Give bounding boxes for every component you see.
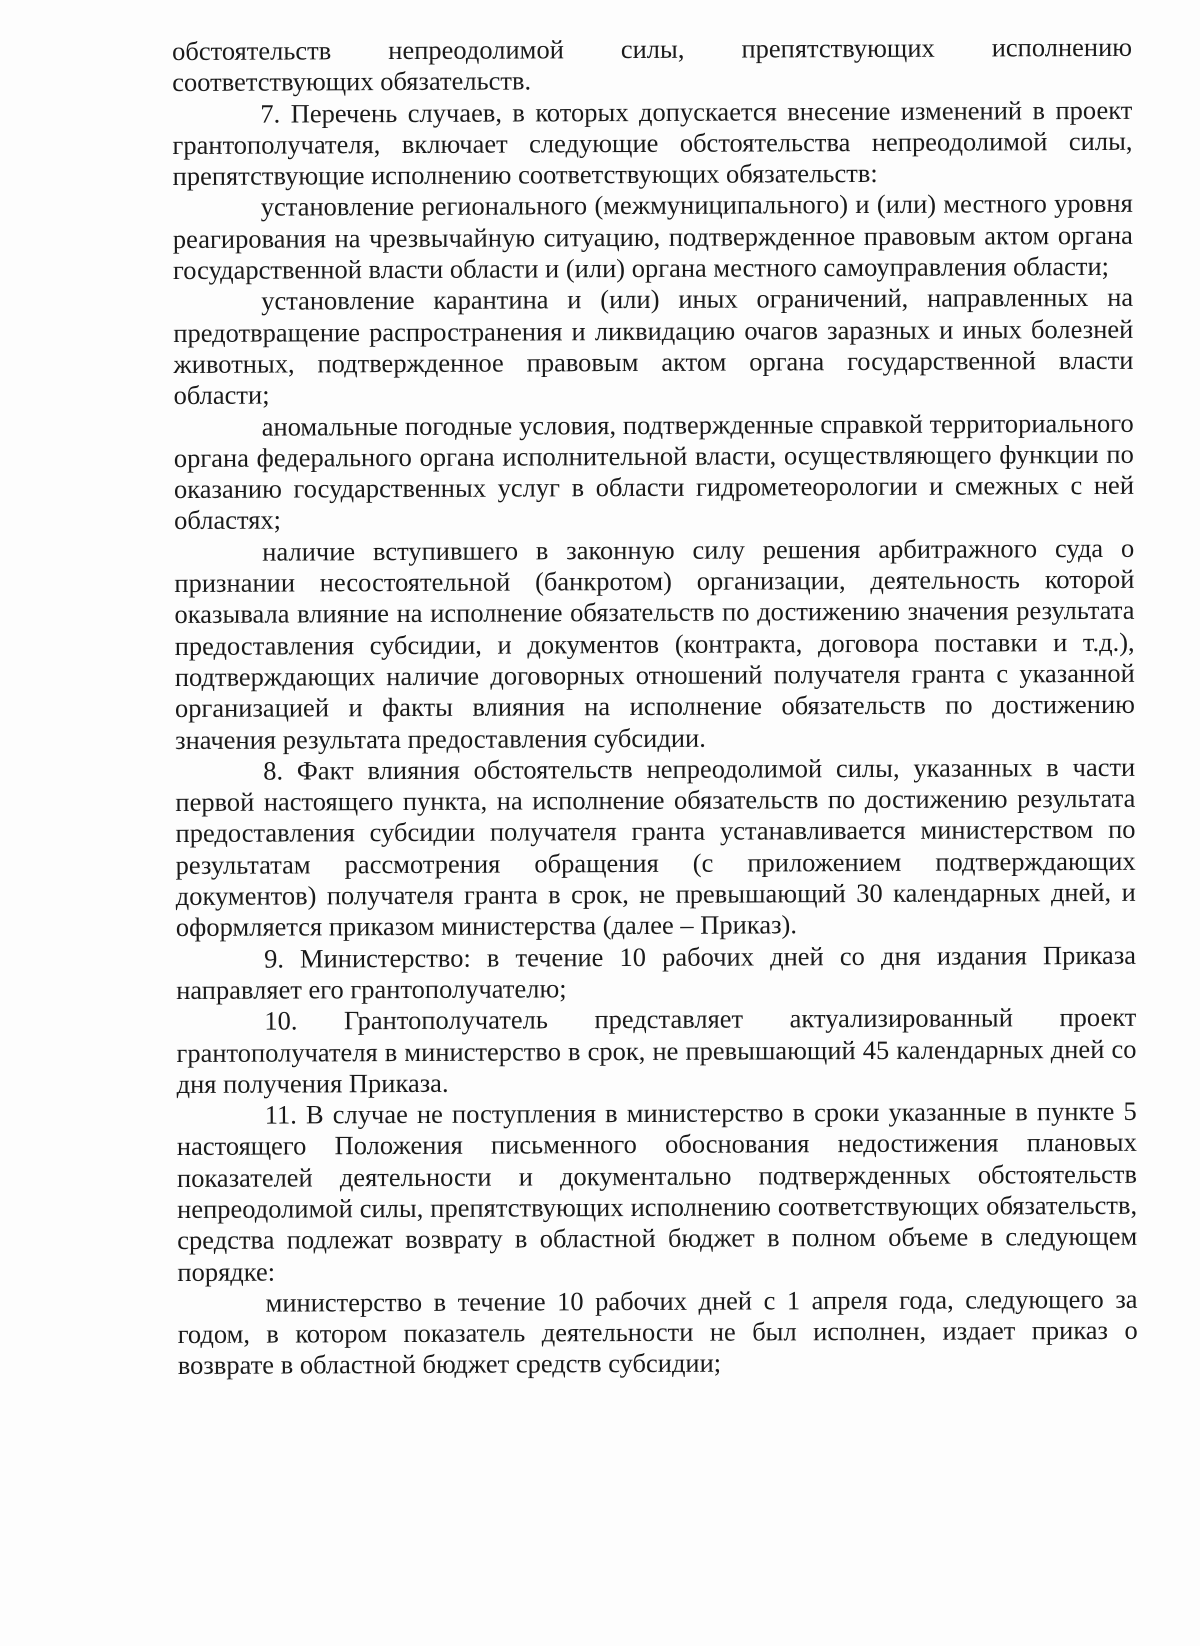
paragraph-ministry-order: министерство в течение 10 рабочих дней с 1 апреля года, следующего за годом, в котором показатель деятельности не был исполнен, издает приказ о возврате в областной бюджет средств субсидии;: [177, 1283, 1138, 1381]
paragraph-item-10: 10. Грантополучатель представляет актуализированный проект грантополучателя в министерство в срок, не превышающий 45 календарных дней со дня получения Приказа.: [176, 1002, 1137, 1099]
paragraph-emergency-response: установление регионального (межмуниципального) и (или) местного уровня реагирования на чрезвычайную ситуацию, подтвержденное правовым актом органа государственной власти области и (или) органа местного самоуправления области;: [172, 188, 1133, 286]
paragraph-continuation: обстоятельств непреодолимой силы, препятствующих исполнению соответствующих обязательств.: [172, 31, 1133, 98]
paragraph-item-11: 11. В случае не поступления в министерство в сроки указанные в пункте 5 настоящего Положения письменного обоснования недостижения плановых показателей деятельности и документально подтвержденных обстоятельств непреодолимой силы, препятствующих исполнению соответствующих обязательств, средства подлежат возврату в областной бюджет в полном объеме в следующем порядке:: [176, 1095, 1138, 1287]
paragraph-weather: аномальные погодные условия, подтвержденные справкой территориального органа федерального органа исполнительной власти, осуществляющего функции по оказанию государственных услуг в области гидрометеорологии и смежных с ней областях;: [173, 407, 1135, 536]
document-body: [172, 32, 1138, 1382]
paragraph-quarantine: установление карантина и (или) иных ограничений, направленных на предотвращение распространения и ликвидацию очагов заразных и иных болезней животных, подтвержденное правовым актом органа государственной власти области;: [173, 282, 1134, 411]
paragraph-item-8: 8. Факт влияния обстоятельств непреодолимой силы, указанных в части первой настоящего пункта, на исполнение обязательств по достижению результата предоставления субсидии получателя гранта устанавливается министерством по результатам рассмотрения обращения (с приложением подтверждающих документов) получателя гранта в срок, не превышающий 30 календарных дней, и оформляется приказом министерства (далее – Приказ).: [175, 751, 1136, 943]
paragraph-bankruptcy: наличие вступившего в законную силу решения арбитражного суда о признании несостоятельной (банкротом) организации, деятельность которой оказывала влияние на исполнение обязательств по достижению значения результата предоставления субсидии, и документов (контракта, договора поставки и т.д.), подтверждающих наличие договорных отношений получателя гранта с указанной организацией и факты влияния на исполнение обязательств по достижению значения результата предоставления субсидии.: [174, 532, 1135, 755]
paragraph-item-9: 9. Министерство: в течение 10 рабочих дней со дня издания Приказа направляет его грантополучателю;: [176, 939, 1137, 1005]
paragraph-item-7: 7. Перечень случаев, в которых допускается внесение изменений в проект грантополучателя, включает следующие обстоятельства непреодолимой силы, препятствующие исполнению соответствующих обязательств:: [172, 94, 1133, 192]
